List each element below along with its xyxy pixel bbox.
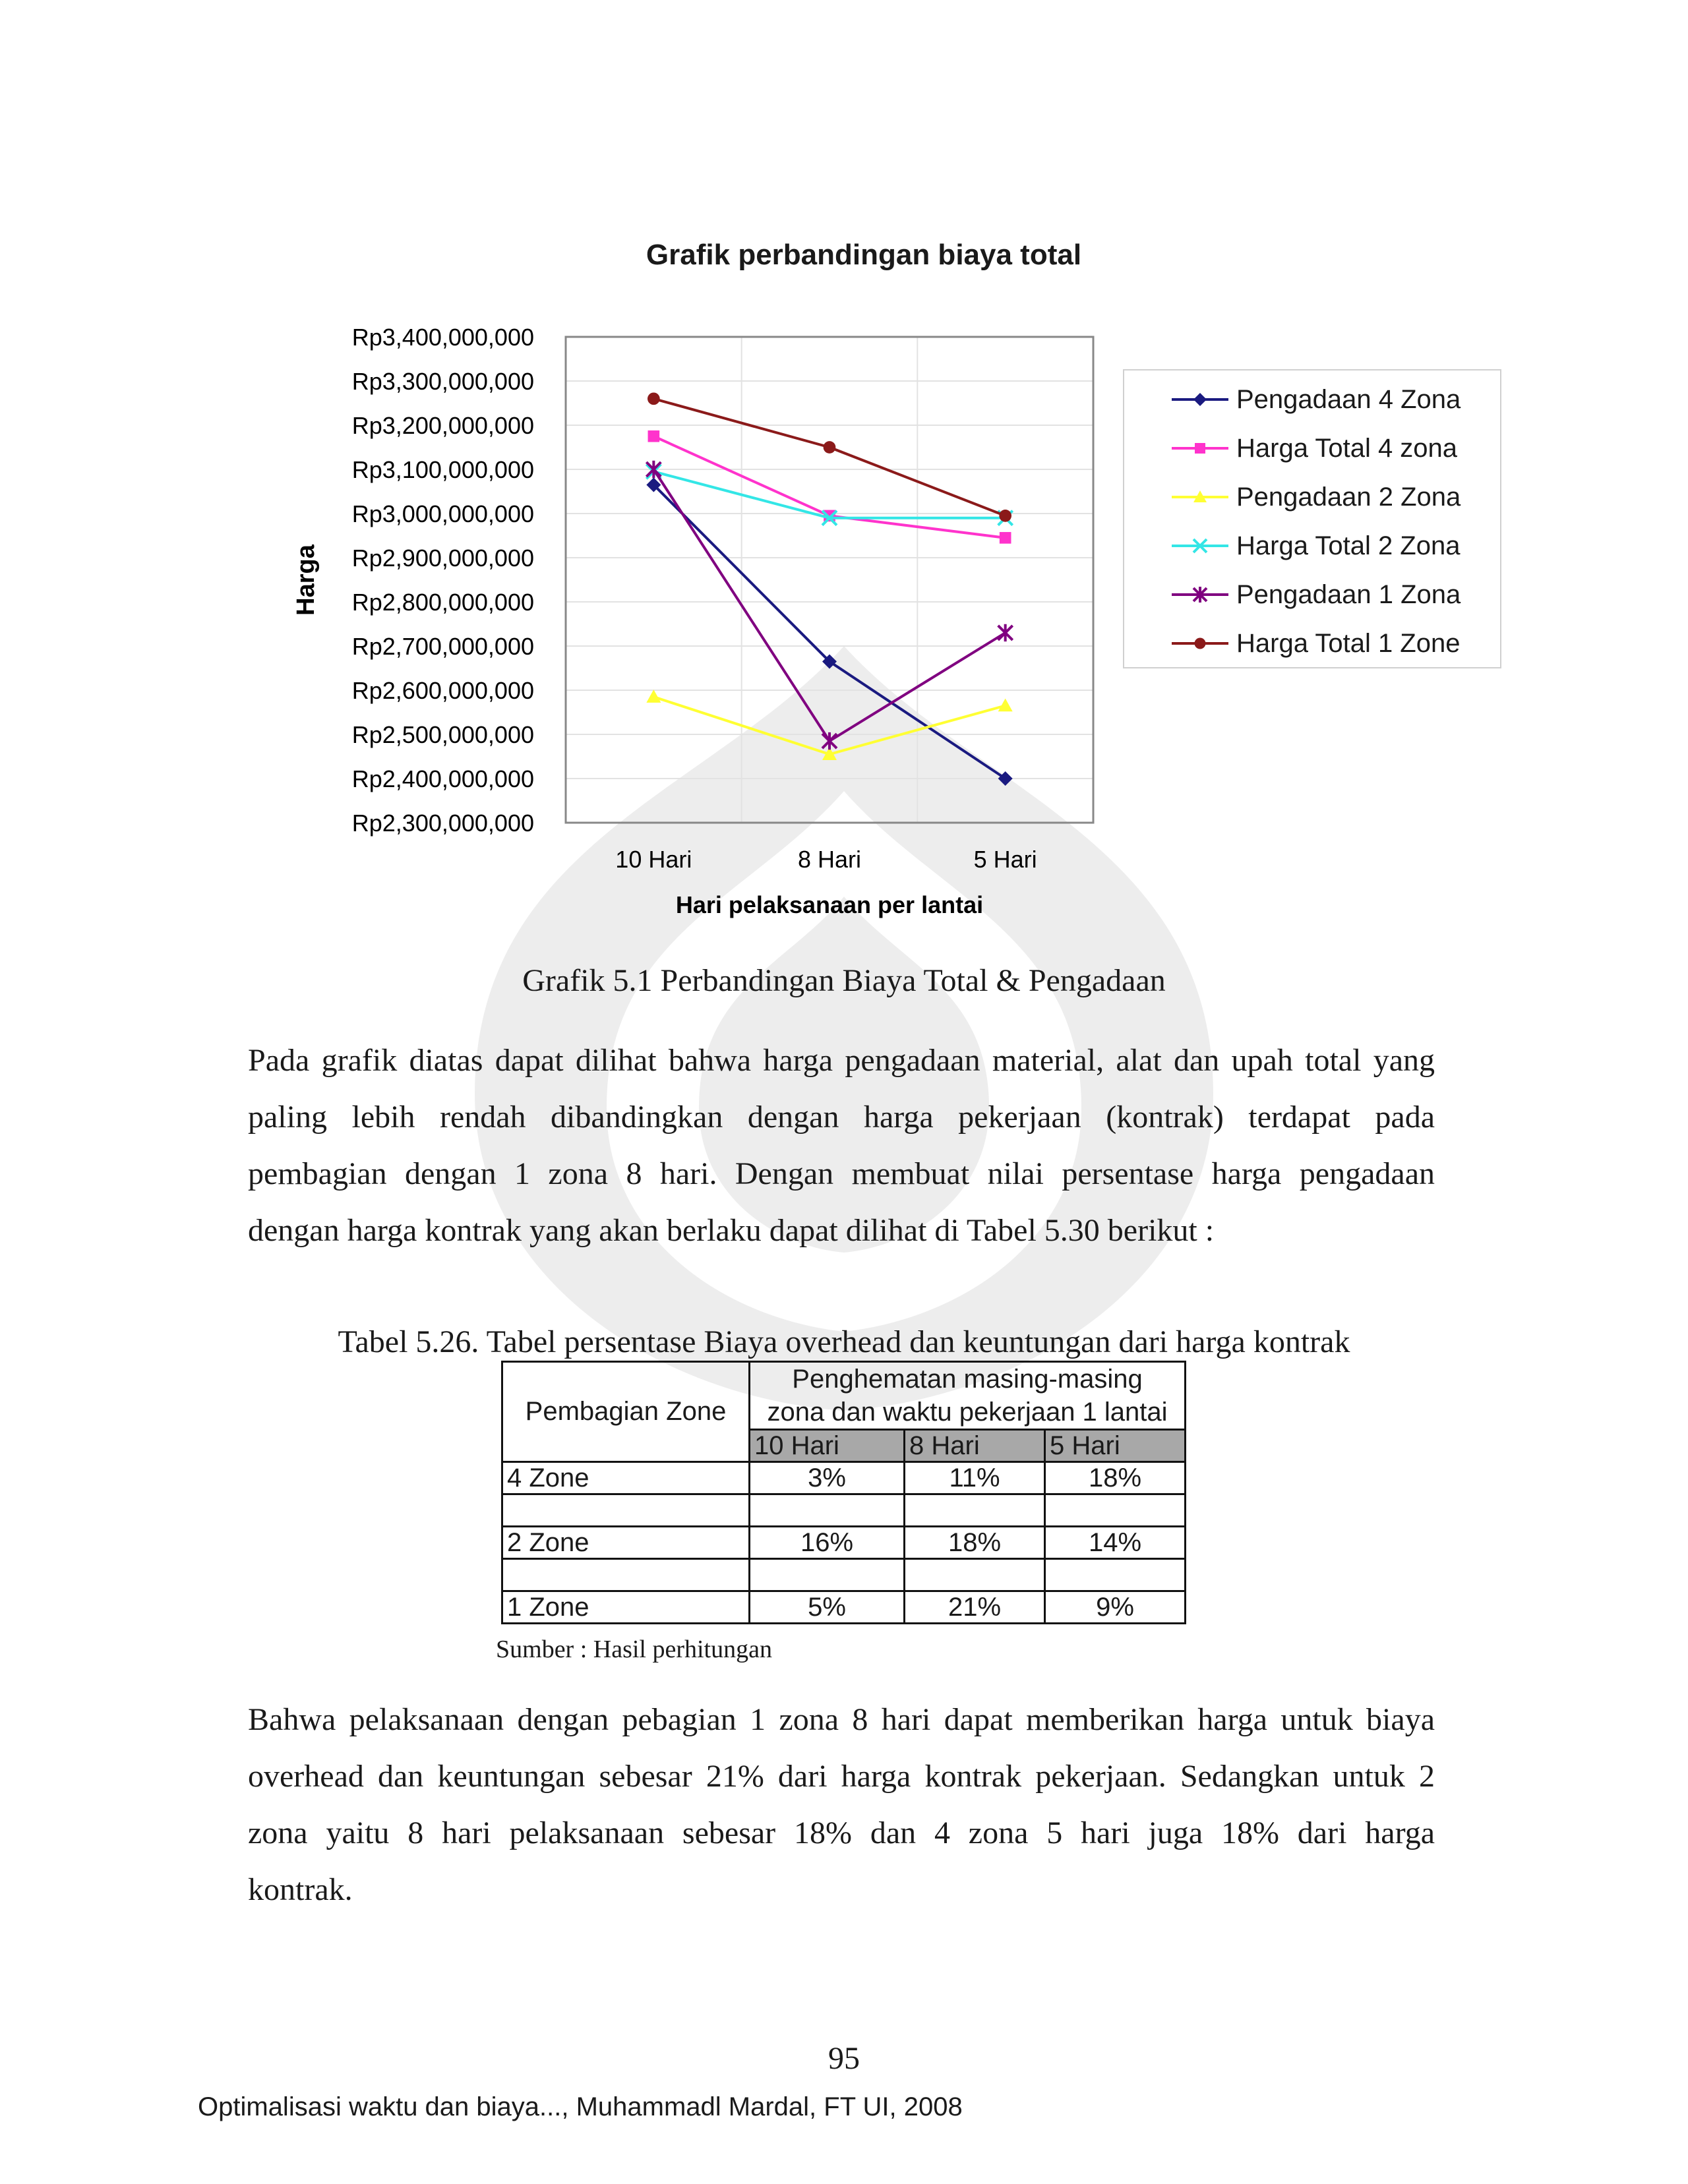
y-tick-labels: [352, 324, 534, 837]
chart-legend: [1123, 369, 1501, 668]
legend-swatch: [1170, 533, 1230, 559]
subheader-8-hari: 8 Hari: [905, 1430, 1045, 1462]
legend-label: Pengadaan 1 Zona: [1236, 579, 1461, 609]
paragraph-line: dengan harga kontrak yang akan berlaku dapat dilihat di Tabel 5.30 berikut :: [248, 1213, 1215, 1248]
paragraph-line: kontrak.: [248, 1872, 353, 1907]
row-zone: 2 Zone: [502, 1527, 750, 1559]
y-tick-label: Rp2,700,000,000: [351, 633, 534, 660]
legend-entry: [1170, 380, 1461, 419]
cell-value: 18%: [1045, 1462, 1186, 1494]
y-tick-label: Rp3,300,000,000: [351, 368, 534, 395]
cell-value: 9%: [1045, 1591, 1186, 1624]
legend-swatch: [1170, 581, 1230, 608]
y-tick-label: Rp2,400,000,000: [351, 765, 534, 792]
table-header-row: [502, 1362, 1186, 1430]
y-tick-label: Rp2,900,000,000: [351, 545, 534, 572]
data-point: [1000, 532, 1011, 544]
x-tick-label: 8 Hari: [797, 846, 862, 873]
paragraph-2: [248, 1692, 1435, 1918]
data-point: [998, 771, 1013, 786]
legend-swatch: [1170, 484, 1230, 510]
paragraph-line: overhead dan keuntungan sebesar 21% dari harga kontrak pekerjaan. Sedangkan untuk 2: [248, 1759, 1435, 1794]
percentage-table: [501, 1361, 1186, 1624]
data-point: [998, 698, 1013, 711]
table-source: Sumber : Hasil perhitungan: [496, 1636, 772, 1663]
legend-label: Harga Total 1 Zone: [1236, 628, 1461, 658]
data-point: [648, 392, 660, 405]
paragraph-1: [248, 1032, 1435, 1259]
cell-value: 21%: [905, 1591, 1045, 1624]
paragraph-line: Bahwa pelaksanaan dengan pebagian 1 zona 8 hari dapat memberikan harga untuk biaya: [248, 1702, 1435, 1737]
data-point: [824, 441, 836, 454]
y-tick-label: Rp3,200,000,000: [351, 412, 534, 439]
legend-label: Harga Total 2 Zona: [1236, 531, 1461, 560]
row-zone: 4 Zone: [502, 1462, 750, 1494]
data-point: [646, 690, 661, 703]
y-tick-label: Rp2,800,000,000: [351, 589, 534, 616]
legend-label: Harga Total 4 zona: [1236, 433, 1458, 463]
paragraph-line: zona yaitu 8 hari pelaksanaan sebesar 18% dan 4 zona 5 hari juga 18% dari harga: [248, 1815, 1435, 1850]
data-point: [822, 732, 837, 750]
subheader-10-hari: 10 Hari: [750, 1430, 905, 1462]
table-title: Tabel 5.26. Tabel persentase Biaya overhead dan keuntungan dari harga kontrak: [338, 1324, 1350, 1359]
legend-swatch: [1170, 386, 1230, 413]
page-number: 95: [828, 2041, 860, 2076]
cell-value: 18%: [905, 1527, 1045, 1559]
cell-value: 5%: [750, 1591, 905, 1624]
figure-caption: Grafik 5.1 Perbandingan Biaya Total & Pengadaan: [522, 963, 1166, 998]
header-group-line2: zona dan waktu pekerjaan 1 lantai: [767, 1398, 1168, 1427]
y-tick-label: Rp2,600,000,000: [351, 677, 534, 704]
x-tick-label: 5 Hari: [973, 846, 1037, 873]
data-point: [648, 430, 660, 442]
legend-label: Pengadaan 4 Zona: [1236, 384, 1461, 414]
header-zone: Pembagian Zone: [502, 1362, 750, 1462]
chart-title: Grafik perbandingan biaya total: [646, 239, 1082, 271]
table-empty-row: [502, 1494, 1186, 1527]
footer-text: Optimalisasi waktu dan biaya..., Muhammadl Mardal, FT UI, 2008: [198, 2092, 963, 2121]
data-point: [999, 510, 1011, 522]
legend-entry: [1170, 428, 1457, 468]
row-zone: 1 Zone: [502, 1591, 750, 1624]
paragraph-line: Pada grafik diatas dapat dilihat bahwa harga pengadaan material, alat dan upah total yang: [248, 1043, 1435, 1078]
legend-label: Pengadaan 2 Zona: [1236, 482, 1461, 512]
cell-value: 3%: [750, 1462, 905, 1494]
series-lines: [646, 392, 1012, 786]
y-tick-label: Rp2,500,000,000: [351, 721, 534, 748]
y-tick-label: Rp3,000,000,000: [351, 500, 534, 527]
x-tick-labels: [615, 846, 1037, 873]
y-axis-label: Harga: [292, 545, 320, 616]
series-line: [653, 399, 1005, 516]
cell-value: 14%: [1045, 1527, 1186, 1559]
x-axis-label: Hari pelaksanaan per lantai: [675, 891, 984, 918]
table-row: [502, 1462, 1186, 1494]
legend-swatch: [1170, 630, 1230, 657]
y-tick-label: Rp3,100,000,000: [351, 456, 534, 483]
table-empty-row: [502, 1559, 1186, 1591]
table-row: [502, 1591, 1186, 1624]
paragraph-line: pembagian dengan 1 zona 8 hari. Dengan membuat nilai persentase harga pengadaan: [248, 1156, 1435, 1191]
legend-entry: [1170, 477, 1461, 517]
legend-swatch: [1170, 435, 1230, 461]
legend-entry: [1170, 526, 1460, 566]
legend-entry: [1170, 575, 1461, 614]
legend-entry: [1170, 624, 1460, 663]
y-tick-label: Rp3,400,000,000: [351, 324, 534, 351]
subheader-5-hari: 5 Hari: [1045, 1430, 1186, 1462]
cell-value: 11%: [905, 1462, 1045, 1494]
table-row: [502, 1527, 1186, 1559]
x-tick-label: 10 Hari: [615, 846, 692, 873]
header-group-line1: Penghematan masing-masing: [792, 1365, 1143, 1394]
cell-value: 16%: [750, 1527, 905, 1559]
y-tick-label: Rp2,300,000,000: [351, 810, 534, 837]
paragraph-line: paling lebih rendah dibandingkan dengan harga pekerjaan (kontrak) terdapat pada: [248, 1100, 1435, 1135]
data-point: [998, 624, 1013, 641]
header-group: [750, 1362, 1186, 1430]
